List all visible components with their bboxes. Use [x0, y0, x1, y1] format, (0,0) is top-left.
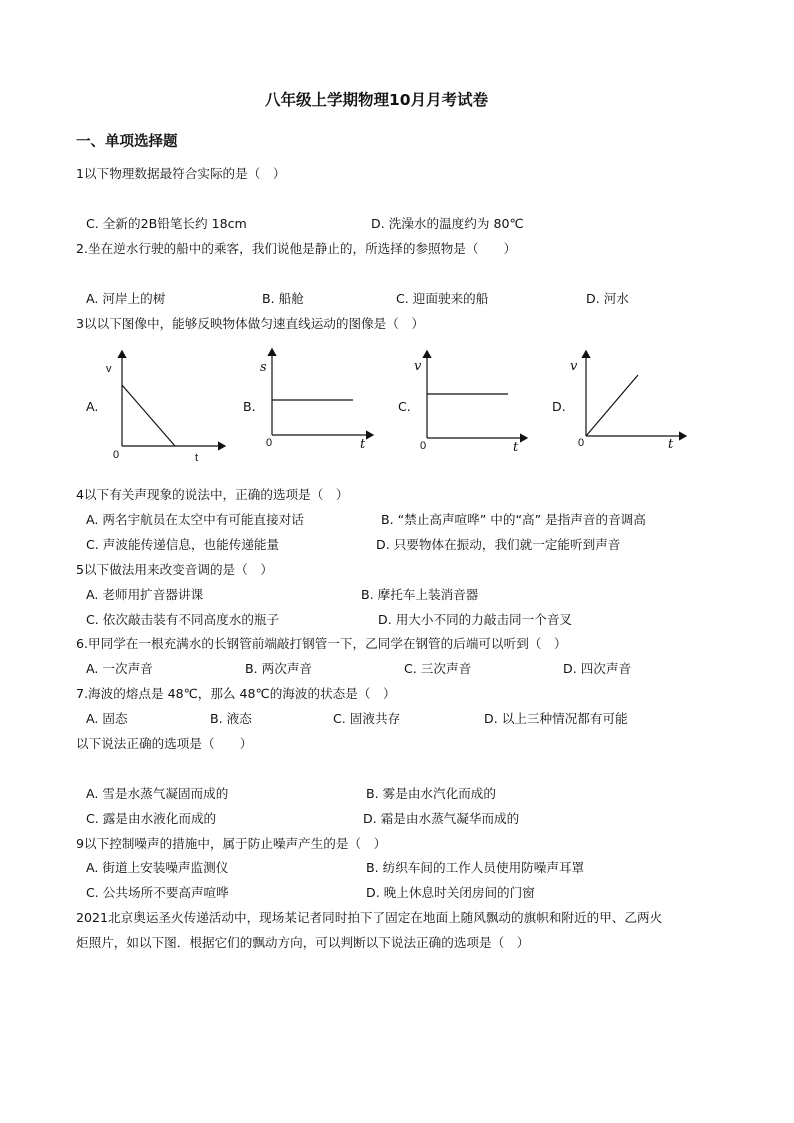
graph-a-y-label: v	[106, 363, 112, 375]
question-8-option-a[interactable]: A. 雪是水蒸气凝固而成的	[86, 786, 229, 801]
graph-d-line	[586, 375, 638, 436]
graph-b-x-label: t	[360, 437, 366, 452]
question-5-option-c[interactable]: C. 依次敲击装有不同高度水的瓶子	[86, 612, 280, 627]
graph-b-origin: 0	[266, 437, 273, 449]
question-6-option-a[interactable]: A. 一次声音	[86, 661, 153, 676]
question-7-option-a[interactable]: A. 固态	[86, 711, 128, 726]
question-2-stem: 2.坐在逆水行驶的船中的乘客，我们说他是静止的，所选择的参照物是（ ）	[76, 241, 517, 256]
question-8-option-d[interactable]: D. 霜是由水蒸气凝华而成的	[363, 811, 520, 826]
graph-a-line	[122, 385, 175, 446]
question-6-option-c[interactable]: C. 三次声音	[404, 661, 472, 676]
question-2-option-c[interactable]: C. 迎面驶来的船	[396, 291, 489, 306]
question-8-stem: 以下说法正确的选项是（ ）	[76, 736, 253, 751]
question-8-option-b[interactable]: B. 雾是由水汽化而成的	[366, 786, 496, 801]
question-6-option-b[interactable]: B. 两次声音	[245, 661, 313, 676]
graph-a-x-label: t	[195, 452, 199, 464]
graph-c-y-label: v	[414, 359, 422, 374]
question-1-option-d[interactable]: D. 洗澡水的温度约为 80℃	[371, 216, 524, 231]
question-9-option-b[interactable]: B. 纺织车间的工作人员使用防噪声耳罩	[366, 860, 585, 875]
question-10-stem-line1: 2021北京奥运圣火传递活动中，现场某记者同时拍下了固定在地面上随风飘动的旗帜和附近的甲、乙两火	[76, 910, 663, 925]
question-10-stem-line2: 炬照片，如以下图．根据它们的飘动方向，可以判断以下说法正确的选项是（ ）	[76, 935, 530, 950]
question-3-stem: 3以以下图像中，能够反映物体做匀速直线运动的图像是（ ）	[76, 316, 425, 331]
graph-b-y-label: s	[260, 360, 267, 375]
graph-d-origin: 0	[578, 437, 585, 449]
question-9-option-c[interactable]: C. 公共场所不要高声喧哗	[86, 885, 229, 900]
question-7-stem: 7.海波的熔点是 48℃，那么 48℃的海波的状态是（ ）	[76, 686, 396, 701]
graph-d	[570, 345, 700, 469]
section-heading: 一、单项选择题	[76, 134, 178, 150]
graph-a	[100, 345, 230, 469]
graph-d-y-label: v	[570, 359, 578, 374]
question-4-option-b[interactable]: B. “禁止高声喧哗” 中的“高” 是指声音的音调高	[381, 512, 646, 527]
graph-c-svg	[410, 345, 540, 465]
graph-c-origin: 0	[420, 440, 427, 452]
graph-a-svg	[100, 345, 230, 465]
graph-b-label[interactable]: B.	[243, 399, 256, 414]
question-4-option-a[interactable]: A. 两名宇航员在太空中有可能直接对话	[86, 512, 304, 527]
question-6-stem: 6.甲同学在一根充满水的长钢管前端敲打钢管一下，乙同学在钢管的后端可以听到（ ）	[76, 636, 567, 651]
question-7-option-c[interactable]: C. 固液共存	[333, 711, 401, 726]
question-5-option-a[interactable]: A. 老师用扩音器讲课	[86, 587, 204, 602]
graph-b	[255, 345, 385, 469]
question-9-option-d[interactable]: D. 晚上休息时关闭房间的门窗	[366, 885, 535, 900]
question-4-option-c[interactable]: C. 声波能传递信息，也能传递能量	[86, 537, 280, 552]
question-4-stem: 4以下有关声现象的说法中，正确的选项是（ ）	[76, 487, 349, 502]
question-5-stem: 5以下做法用来改变音调的是（ ）	[76, 562, 273, 577]
graph-a-label[interactable]: A.	[86, 399, 99, 414]
question-8-option-c[interactable]: C. 露是由水液化而成的	[86, 811, 217, 826]
graph-d-x-label: t	[668, 437, 674, 452]
question-4-option-d[interactable]: D. 只要物体在振动，我们就一定能听到声音	[376, 537, 621, 552]
question-1-stem: 1以下物理数据最符合实际的是（ ）	[76, 166, 286, 181]
question-2-option-d[interactable]: D. 河水	[586, 291, 629, 306]
graph-a-origin: 0	[113, 449, 120, 461]
question-9-option-a[interactable]: A. 街道上安装噪声监测仪	[86, 860, 229, 875]
question-7-option-d[interactable]: D. 以上三种情况都有可能	[484, 711, 628, 726]
question-2-option-b[interactable]: B. 船舱	[262, 291, 304, 306]
graph-d-label[interactable]: D.	[552, 399, 566, 414]
graph-c	[410, 345, 540, 469]
question-2-option-a[interactable]: A. 河岸上的树	[86, 291, 166, 306]
graph-b-svg	[255, 345, 385, 465]
graph-d-svg	[570, 345, 700, 465]
page-title: 八年级上学期物理10月月考试卷	[265, 91, 489, 109]
question-6-option-d[interactable]: D. 四次声音	[563, 661, 632, 676]
question-5-option-d[interactable]: D. 用大小不同的力敲击同一个音叉	[378, 612, 573, 627]
question-5-option-b[interactable]: B. 摩托车上装消音器	[361, 587, 479, 602]
graph-c-x-label: t	[513, 440, 519, 455]
question-1-option-c[interactable]: C. 全新的2B铅笔长约 18cm	[86, 216, 247, 231]
question-7-option-b[interactable]: B. 液态	[210, 711, 252, 726]
question-9-stem: 9以下控制噪声的措施中，属于防止噪声产生的是（ ）	[76, 836, 387, 851]
graph-c-label[interactable]: C.	[398, 399, 411, 414]
